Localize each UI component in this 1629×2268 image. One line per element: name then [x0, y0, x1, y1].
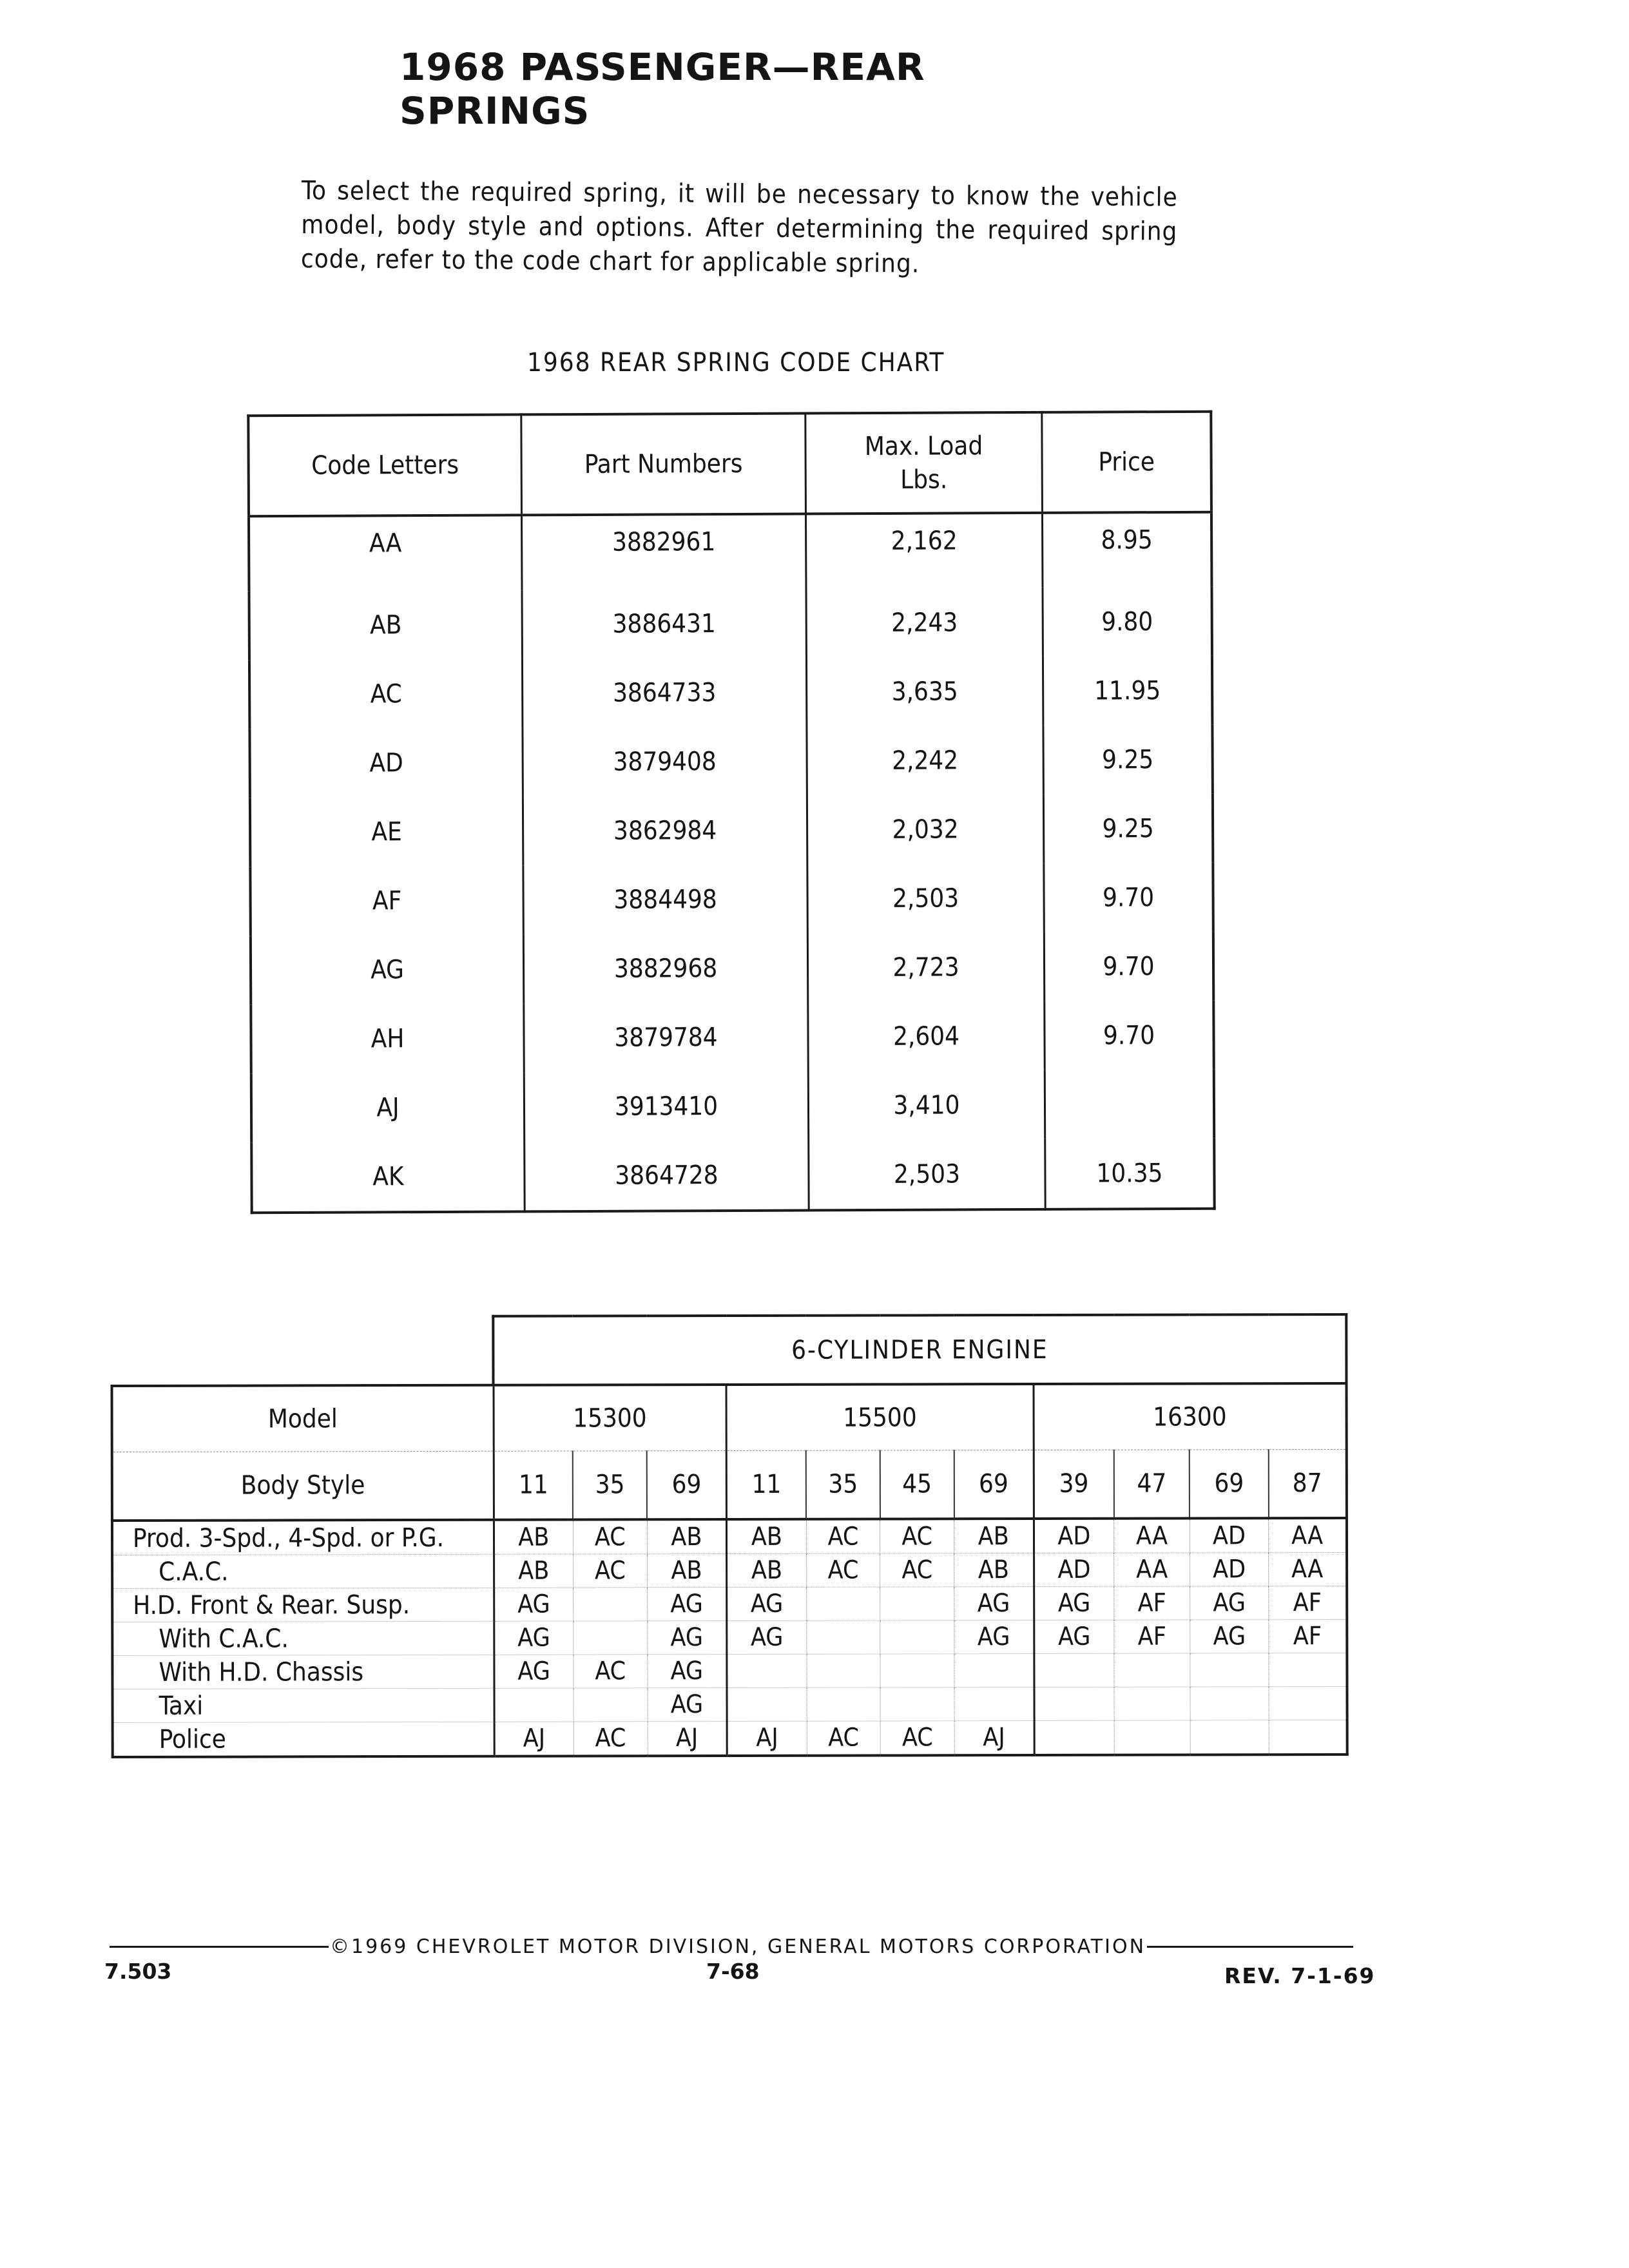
price-cell: 9.25	[1101, 744, 1154, 774]
spring-code-cell	[880, 1654, 954, 1687]
rear-spring-code-chart	[247, 410, 1215, 1215]
application-row	[112, 1686, 1347, 1722]
application-row	[112, 1653, 1347, 1689]
spring-code-cell	[494, 1688, 574, 1722]
engine-header: 6-CYLINDER ENGINE	[493, 1314, 1346, 1385]
spring-code-cell	[574, 1688, 648, 1722]
option-label: With H.D. Chassis	[112, 1655, 494, 1689]
spring-code-cell	[1034, 1687, 1115, 1720]
price-cell: 8.95	[1101, 525, 1153, 555]
code-letters-cell: AG	[251, 934, 524, 1004]
part-number-cell: 3879784	[524, 1002, 808, 1072]
spring-code-cell: AA	[1269, 1552, 1347, 1586]
spring-code-cell	[807, 1687, 881, 1721]
model-row	[112, 1383, 1347, 1452]
spring-code-cell: AC	[573, 1519, 647, 1554]
spring-code-cell: AJ	[727, 1721, 807, 1756]
spring-code-cell: AC	[574, 1722, 648, 1756]
spring-code-cell	[806, 1654, 880, 1687]
spring-code-cell	[1190, 1687, 1269, 1720]
spring-code-cell: AJ	[494, 1722, 574, 1756]
part-number-cell: 3864733	[522, 657, 806, 727]
max-load-cell: 3,635	[806, 657, 1043, 727]
spring-code-cell: AB	[954, 1519, 1034, 1553]
footer-revision: REV. 7-1-69	[1224, 1963, 1376, 1988]
option-label: Prod. 3-Spd., 4-Spd. or P.G.	[112, 1520, 494, 1555]
spring-code-cell: AB	[494, 1520, 574, 1555]
price-cell: 9.80	[1101, 606, 1153, 637]
footer-copyright-line	[110, 1936, 1361, 1958]
spring-code-cell: AG	[727, 1620, 807, 1654]
spring-code-cell: AG	[647, 1621, 727, 1655]
spring-code-cell: AA	[1269, 1518, 1347, 1553]
body-style-cell: 69	[647, 1451, 727, 1520]
spring-code-cell	[1114, 1720, 1190, 1755]
option-label: With C.A.C.	[112, 1621, 494, 1655]
part-number-cell: 3884498	[523, 864, 807, 934]
spring-code-cell: AB	[647, 1554, 727, 1588]
spring-code-cell: AG	[1034, 1586, 1114, 1620]
part-number-cell: 3882961	[521, 514, 806, 590]
max-load-cell: 2,604	[808, 1001, 1045, 1072]
spring-code-cell	[880, 1620, 954, 1654]
header-code-letters: Code Letters	[248, 414, 521, 516]
spring-code-cell: AJ	[648, 1722, 728, 1756]
spring-code-cell: AG	[954, 1620, 1034, 1654]
body-style-cell: 47	[1113, 1450, 1190, 1519]
body-style-cell: 45	[880, 1450, 954, 1519]
price-cell: 10.35	[1096, 1158, 1163, 1189]
spring-code-cell: AB	[647, 1519, 727, 1554]
price-cell: 9.70	[1103, 951, 1155, 981]
spring-code-cell	[1190, 1720, 1269, 1755]
spring-application-table	[110, 1313, 1348, 1758]
part-number-cell: 3864728	[525, 1140, 809, 1211]
spring-code-cell: AD	[1190, 1518, 1268, 1553]
code-letters-cell: AK	[251, 1141, 525, 1213]
spring-code-cell: AG	[648, 1688, 728, 1722]
code-letters-cell: AJ	[251, 1072, 525, 1142]
code-chart-row	[250, 863, 1213, 936]
price-cell	[1045, 1070, 1214, 1139]
body-style-label: Body Style	[112, 1451, 494, 1521]
body-style-cell: 39	[1034, 1450, 1114, 1519]
header-max-load: Max. Load Lbs.	[805, 412, 1043, 514]
page-title: 1968 PASSENGER—REAR SPRINGS	[400, 45, 925, 133]
application-row	[112, 1518, 1347, 1555]
code-chart-row	[251, 1139, 1214, 1213]
spring-code-cell: AF	[1269, 1619, 1347, 1653]
spring-code-cell	[806, 1587, 880, 1620]
spring-code-cell	[1114, 1687, 1190, 1720]
code-chart-title: 1968 REAR SPRING CODE CHART	[527, 348, 945, 378]
spring-code-cell: AD	[1034, 1553, 1114, 1586]
model-15300: 15300	[494, 1385, 727, 1451]
max-load-cell: 2,162	[805, 513, 1043, 589]
spring-code-cell: AB	[494, 1554, 574, 1588]
spring-code-cell: AG	[494, 1588, 574, 1621]
application-row	[112, 1586, 1347, 1622]
spring-code-cell: AA	[1114, 1519, 1190, 1553]
engine-header-row	[111, 1314, 1346, 1386]
spring-code-cell: AF	[1114, 1620, 1190, 1653]
code-chart-row	[251, 932, 1213, 1005]
footer-page-number: 7-68	[706, 1959, 760, 1984]
spring-code-cell: AD	[1034, 1519, 1114, 1553]
code-letters-cell: AD	[249, 727, 523, 798]
header-part-numbers: Part Numbers	[521, 413, 806, 515]
spring-code-cell	[806, 1620, 880, 1654]
spring-code-cell: AC	[574, 1655, 648, 1688]
code-letters-cell: AA	[249, 515, 522, 591]
spring-code-cell: AJ	[954, 1721, 1034, 1756]
spring-code-cell: AG	[1190, 1620, 1269, 1653]
max-load-cell: 2,242	[807, 726, 1043, 796]
body-style-cell: 35	[573, 1451, 647, 1520]
code-chart-row	[249, 587, 1211, 660]
spring-code-cell	[574, 1588, 648, 1621]
body-style-cell: 35	[806, 1450, 880, 1519]
body-style-cell: 69	[1190, 1450, 1269, 1519]
model-label: Model	[112, 1385, 494, 1452]
code-letters-cell: AE	[250, 796, 523, 867]
max-load-cell: 2,243	[806, 588, 1043, 658]
spring-code-cell	[727, 1654, 807, 1687]
spring-code-cell: AG	[954, 1587, 1034, 1620]
option-label: H.D. Front & Rear. Susp.	[112, 1588, 494, 1622]
spring-code-cell: AG	[648, 1655, 728, 1688]
spring-code-cell: AG	[647, 1588, 727, 1621]
spring-code-cell: AB	[727, 1519, 807, 1554]
application-row	[112, 1619, 1347, 1655]
spring-code-cell	[1269, 1720, 1347, 1754]
body-style-cell: 11	[494, 1451, 574, 1520]
price-cell: 9.25	[1102, 813, 1154, 843]
header-price: Price	[1042, 412, 1211, 513]
code-chart-row	[249, 512, 1211, 591]
part-number-cell: 3886431	[522, 588, 806, 658]
code-letters-cell: AF	[250, 865, 523, 936]
body-style-row	[112, 1449, 1347, 1521]
spring-code-cell: AA	[1114, 1553, 1190, 1586]
option-label: Police	[113, 1722, 494, 1757]
spring-code-cell: AG	[1190, 1586, 1269, 1620]
body-style-cell: 69	[954, 1450, 1034, 1519]
body-style-cell: 11	[726, 1450, 806, 1519]
footer-section-number: 7.503	[104, 1959, 172, 1984]
spring-code-cell: AC	[806, 1553, 880, 1587]
footer-copyright: ©1969 CHEVROLET MOTOR DIVISION, GENERAL MOTORS CORPORATION	[330, 1936, 1146, 1958]
part-number-cell: 3882968	[523, 933, 807, 1003]
max-load-cell: 2,503	[807, 863, 1044, 934]
code-letters-cell: AB	[249, 590, 522, 660]
code-chart-row	[251, 1070, 1214, 1143]
application-row	[113, 1720, 1347, 1757]
code-chart-row	[250, 794, 1213, 867]
spring-code-cell: AC	[573, 1554, 647, 1588]
application-row	[112, 1552, 1347, 1588]
spring-code-cell	[1190, 1653, 1269, 1687]
spring-code-cell: AC	[880, 1519, 954, 1553]
model-15500: 15500	[726, 1384, 1034, 1450]
code-letters-cell: AC	[249, 658, 523, 729]
spring-code-cell	[954, 1687, 1034, 1721]
price-cell: 9.70	[1103, 1020, 1155, 1050]
code-letters-cell: AH	[251, 1003, 524, 1073]
model-16300: 16300	[1034, 1383, 1347, 1450]
max-load-cell: 2,032	[807, 794, 1043, 865]
spring-code-cell	[727, 1687, 807, 1721]
spring-code-cell	[1034, 1720, 1115, 1755]
part-number-cell: 3862984	[523, 795, 807, 865]
footer-rule-left	[110, 1946, 329, 1948]
spring-code-cell	[574, 1621, 648, 1655]
price-cell: 11.95	[1094, 675, 1161, 706]
part-number-cell: 3879408	[523, 726, 807, 796]
spring-code-cell	[880, 1587, 954, 1620]
spring-code-cell	[1114, 1653, 1190, 1687]
spring-code-cell	[880, 1687, 954, 1721]
max-load-cell: 3,410	[808, 1070, 1045, 1140]
max-load-cell: 2,723	[807, 932, 1044, 1003]
spring-code-cell: AC	[880, 1721, 954, 1756]
spring-code-cell: AG	[494, 1655, 574, 1688]
option-label: Taxi	[112, 1688, 494, 1722]
max-load-cell: 2,503	[809, 1139, 1045, 1211]
part-number-cell: 3913410	[524, 1071, 808, 1141]
body-style-cell: 87	[1268, 1449, 1347, 1518]
spring-code-cell: AD	[1190, 1553, 1268, 1586]
spring-code-cell: AG	[1034, 1620, 1114, 1653]
intro-paragraph: To select the required spring, it will be necessary to know the vehicle model, body style and options. After determining the required spring code, refer to the code chart for applicable spring.	[300, 175, 1178, 279]
spring-code-cell: AB	[727, 1553, 807, 1587]
spring-code-cell: AF	[1114, 1586, 1190, 1620]
spring-code-cell: AB	[954, 1553, 1034, 1587]
spring-code-cell: AF	[1269, 1586, 1347, 1619]
spring-code-cell: AC	[880, 1553, 954, 1587]
spring-code-cell: AC	[807, 1721, 881, 1756]
code-chart-row	[249, 725, 1212, 798]
code-chart-row	[249, 656, 1212, 729]
spring-code-cell	[1269, 1653, 1347, 1686]
price-cell: 9.70	[1102, 882, 1155, 912]
option-label: C.A.C.	[112, 1554, 494, 1588]
spring-code-cell	[954, 1654, 1034, 1687]
spring-code-cell: AG	[494, 1621, 574, 1655]
code-chart-row	[251, 1001, 1213, 1074]
code-chart-header-row	[248, 412, 1211, 517]
spring-code-cell: AC	[806, 1519, 880, 1554]
spring-code-cell	[1269, 1686, 1347, 1720]
spring-code-cell	[1034, 1653, 1114, 1687]
footer-rule-right	[1147, 1946, 1353, 1948]
spring-code-cell: AG	[727, 1587, 807, 1620]
